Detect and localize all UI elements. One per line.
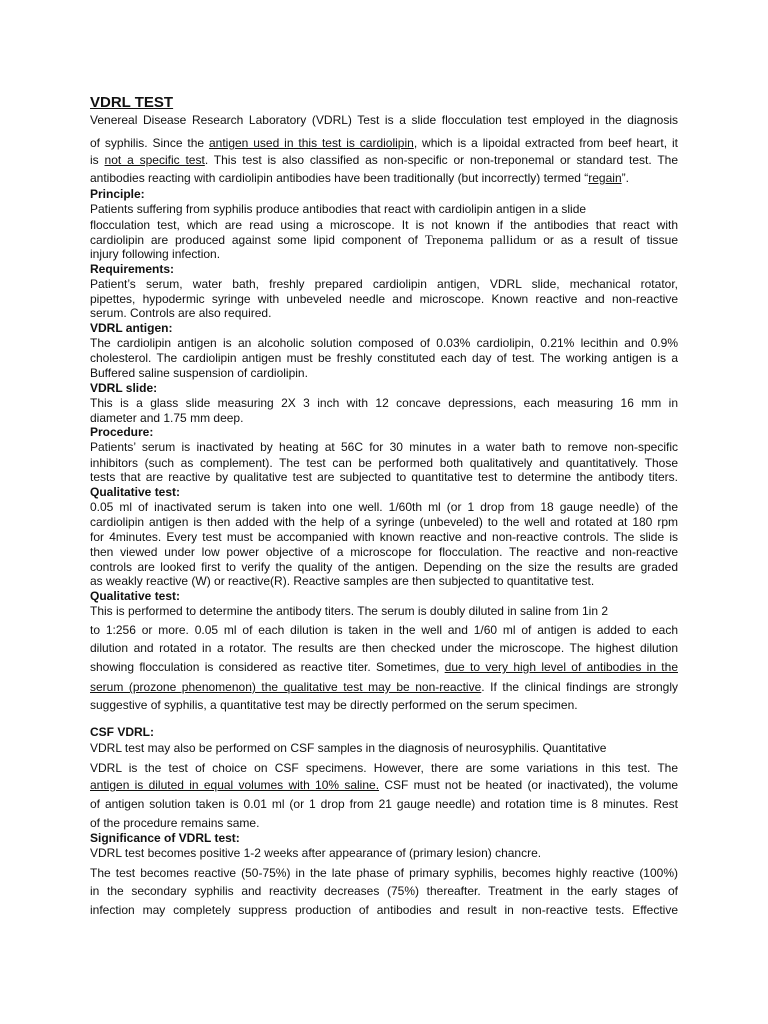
section-heading-requirements: Requirements: xyxy=(90,262,175,276)
section-heading-quantitative: Qualitative test: xyxy=(90,589,181,603)
csf-line: VDRL test may also be performed on CSF samples in the diagnosis of neurosyphilis. Quantitative xyxy=(90,741,607,755)
csf-line: antigen is diluted in equal volumes with 10% saline. CSF must not be heated (or inactivated), the volume xyxy=(90,778,678,792)
qualitative-line: then viewed under low power objective of a microscope for flocculation. The reactive and non-reactive xyxy=(90,545,678,559)
section-heading-qualitative: Qualitative test: xyxy=(90,485,181,499)
quantitative-line: showing flocculation is considered as reactive titer. Sometimes, due to very high level of antibodies in the xyxy=(90,660,678,674)
significance-line: in the secondary syphilis and reactivity decreases (75%) thereafter. Treatment in the early stages of xyxy=(90,884,678,898)
quantitative-line: This is performed to determine the antibody titers. The serum is doubly diluted in saline from 1in 2 xyxy=(90,604,609,618)
antigen-line: Buffered saline suspension of cardiolipin. xyxy=(90,366,308,380)
underlined-phrase: due to very high level of antibodies in the xyxy=(444,660,678,674)
intro-line: of syphilis. Since the antigen used in this test is cardiolipin, which is a lipoidal extracted from beef heart, it xyxy=(90,136,678,150)
csf-line: VDRL is the test of choice on CSF specimens. However, there are some variations in this test. The xyxy=(90,761,678,775)
quantitative-line: to 1:256 or more. 0.05 ml of each dilution is taken in the well and 1/60 ml of antigen is added to each xyxy=(90,623,678,637)
section-heading-principle: Principle: xyxy=(90,187,145,201)
requirements-line: serum. Controls are also required. xyxy=(90,306,272,320)
section-heading-antigen: VDRL antigen: xyxy=(90,321,173,335)
underlined-phrase: not a specific test xyxy=(104,153,205,167)
principle-line: flocculation test, which are read using a microscope. It is not known if the antibodies that react with xyxy=(90,218,678,232)
procedure-line: inhibitors (such as complement). The test can be performed both qualitatively and quantitatively. Those xyxy=(90,456,678,470)
principle-line: cardiolipin are produced against some lipid component of Treponema pallidum or as a result of tissue xyxy=(90,233,678,247)
underlined-phrase: antigen used in this test is cardiolipin xyxy=(208,136,414,150)
quantitative-line: serum (prozone phenomenon) the qualitative test may be non-reactive. If the clinical findings are strongly xyxy=(90,680,678,694)
underlined-phrase: serum (prozone phenomenon) the qualitative test may be non-reactive xyxy=(90,680,482,694)
intro-line: Venereal Disease Research Laboratory (VDRL) Test is a slide flocculation test employed in the diagnosis xyxy=(90,113,678,127)
requirements-line: pipettes, hypodermic syringe with unbeveled needle and microscope. Known reactive and non-reactive xyxy=(90,292,678,306)
qualitative-line: for 4minutes. Every test must be accompanied with known reactive and non-reactive controls. The slide is xyxy=(90,530,678,544)
significance-line: infection may completely suppress production of antibodies and result in non-reactive tests. Effective xyxy=(90,903,678,917)
intro-line: antibodies reacting with cardiolipin antibodies have been traditionally (but incorrectly) termed “regain”. xyxy=(90,171,629,185)
slide-line: This is a glass slide measuring 2X 3 inch with 12 concave depressions, each measuring 16 mm in xyxy=(90,396,678,410)
quantitative-line: suggestive of syphilis, a quantitative test may be directly performed on the serum specimen. xyxy=(90,698,578,712)
intro-line: is not a specific test. This test is also classified as non-specific or non-treponemal or standard test. The xyxy=(90,153,678,167)
slide-line: diameter and 1.75 mm deep. xyxy=(90,411,244,425)
section-heading-csf: CSF VDRL: xyxy=(90,725,154,739)
qualitative-line: controls are looked first to verify the quality of the antigen. Depending on the size the results are graded xyxy=(90,560,678,574)
species-name: Treponema pallidum xyxy=(424,233,537,247)
document-title: VDRL TEST xyxy=(90,94,174,111)
principle-line: injury following infection. xyxy=(90,247,221,261)
antigen-line: cholesterol. The cardiolipin antigen must be freshly constituted each day of test. The working antigen is a xyxy=(90,351,678,365)
significance-line: VDRL test becomes positive 1-2 weeks after appearance of (primary lesion) chancre. xyxy=(90,846,542,860)
requirements-line: Patient’s serum, water bath, freshly prepared cardiolipin antigen, VDRL slide, mechanical rotator, xyxy=(90,277,678,291)
csf-line: of antigen solution taken is 0.01 ml (or 1 drop from 21 gauge needle) and rotation time is 8 minutes. Rest xyxy=(90,797,678,811)
procedure-line: Patients’ serum is inactivated by heating at 56C for 30 minutes in a water bath to remove non-specific xyxy=(90,440,678,454)
principle-line: Patients suffering from syphilis produce antibodies that react with cardiolipin antigen in a slide xyxy=(90,202,587,216)
procedure-line: tests that are reactive by qualitative test are subjected to quantitative test to determine the antibody titers. xyxy=(90,470,678,484)
qualitative-line: as weakly reactive (W) or reactive(R). Reactive samples are then subjected to quantitative test. xyxy=(90,574,595,588)
qualitative-line: 0.05 ml of inactivated serum is taken into one well. 1/60th ml (or 1 drop from 18 gauge needle) of the xyxy=(90,500,678,514)
section-heading-procedure: Procedure: xyxy=(90,425,154,439)
antigen-line: The cardiolipin antigen is an alcoholic solution composed of 0.03% cardiolipin, 0.21% lecithin and 0.9% xyxy=(90,336,678,350)
section-heading-significance: Significance of VDRL test: xyxy=(90,831,240,845)
section-heading-slide: VDRL slide: xyxy=(90,381,158,395)
csf-line: of the procedure remains same. xyxy=(90,816,260,830)
underlined-phrase: regain xyxy=(588,171,622,185)
quantitative-line: dilution and rotated in a rotator. The results are then checked under the microscope. The highest dilution xyxy=(90,641,678,655)
underlined-phrase: antigen is diluted in equal volumes with 10% saline. xyxy=(90,778,380,792)
significance-line: The test becomes reactive (50-75%) in the late phase of primary syphilis, becomes highly reactive (100%) xyxy=(90,866,678,880)
qualitative-line: cardiolipin antigen is then added with the help of a syringe (unbeveled) to the well and rotated at 180 rpm xyxy=(90,515,678,529)
